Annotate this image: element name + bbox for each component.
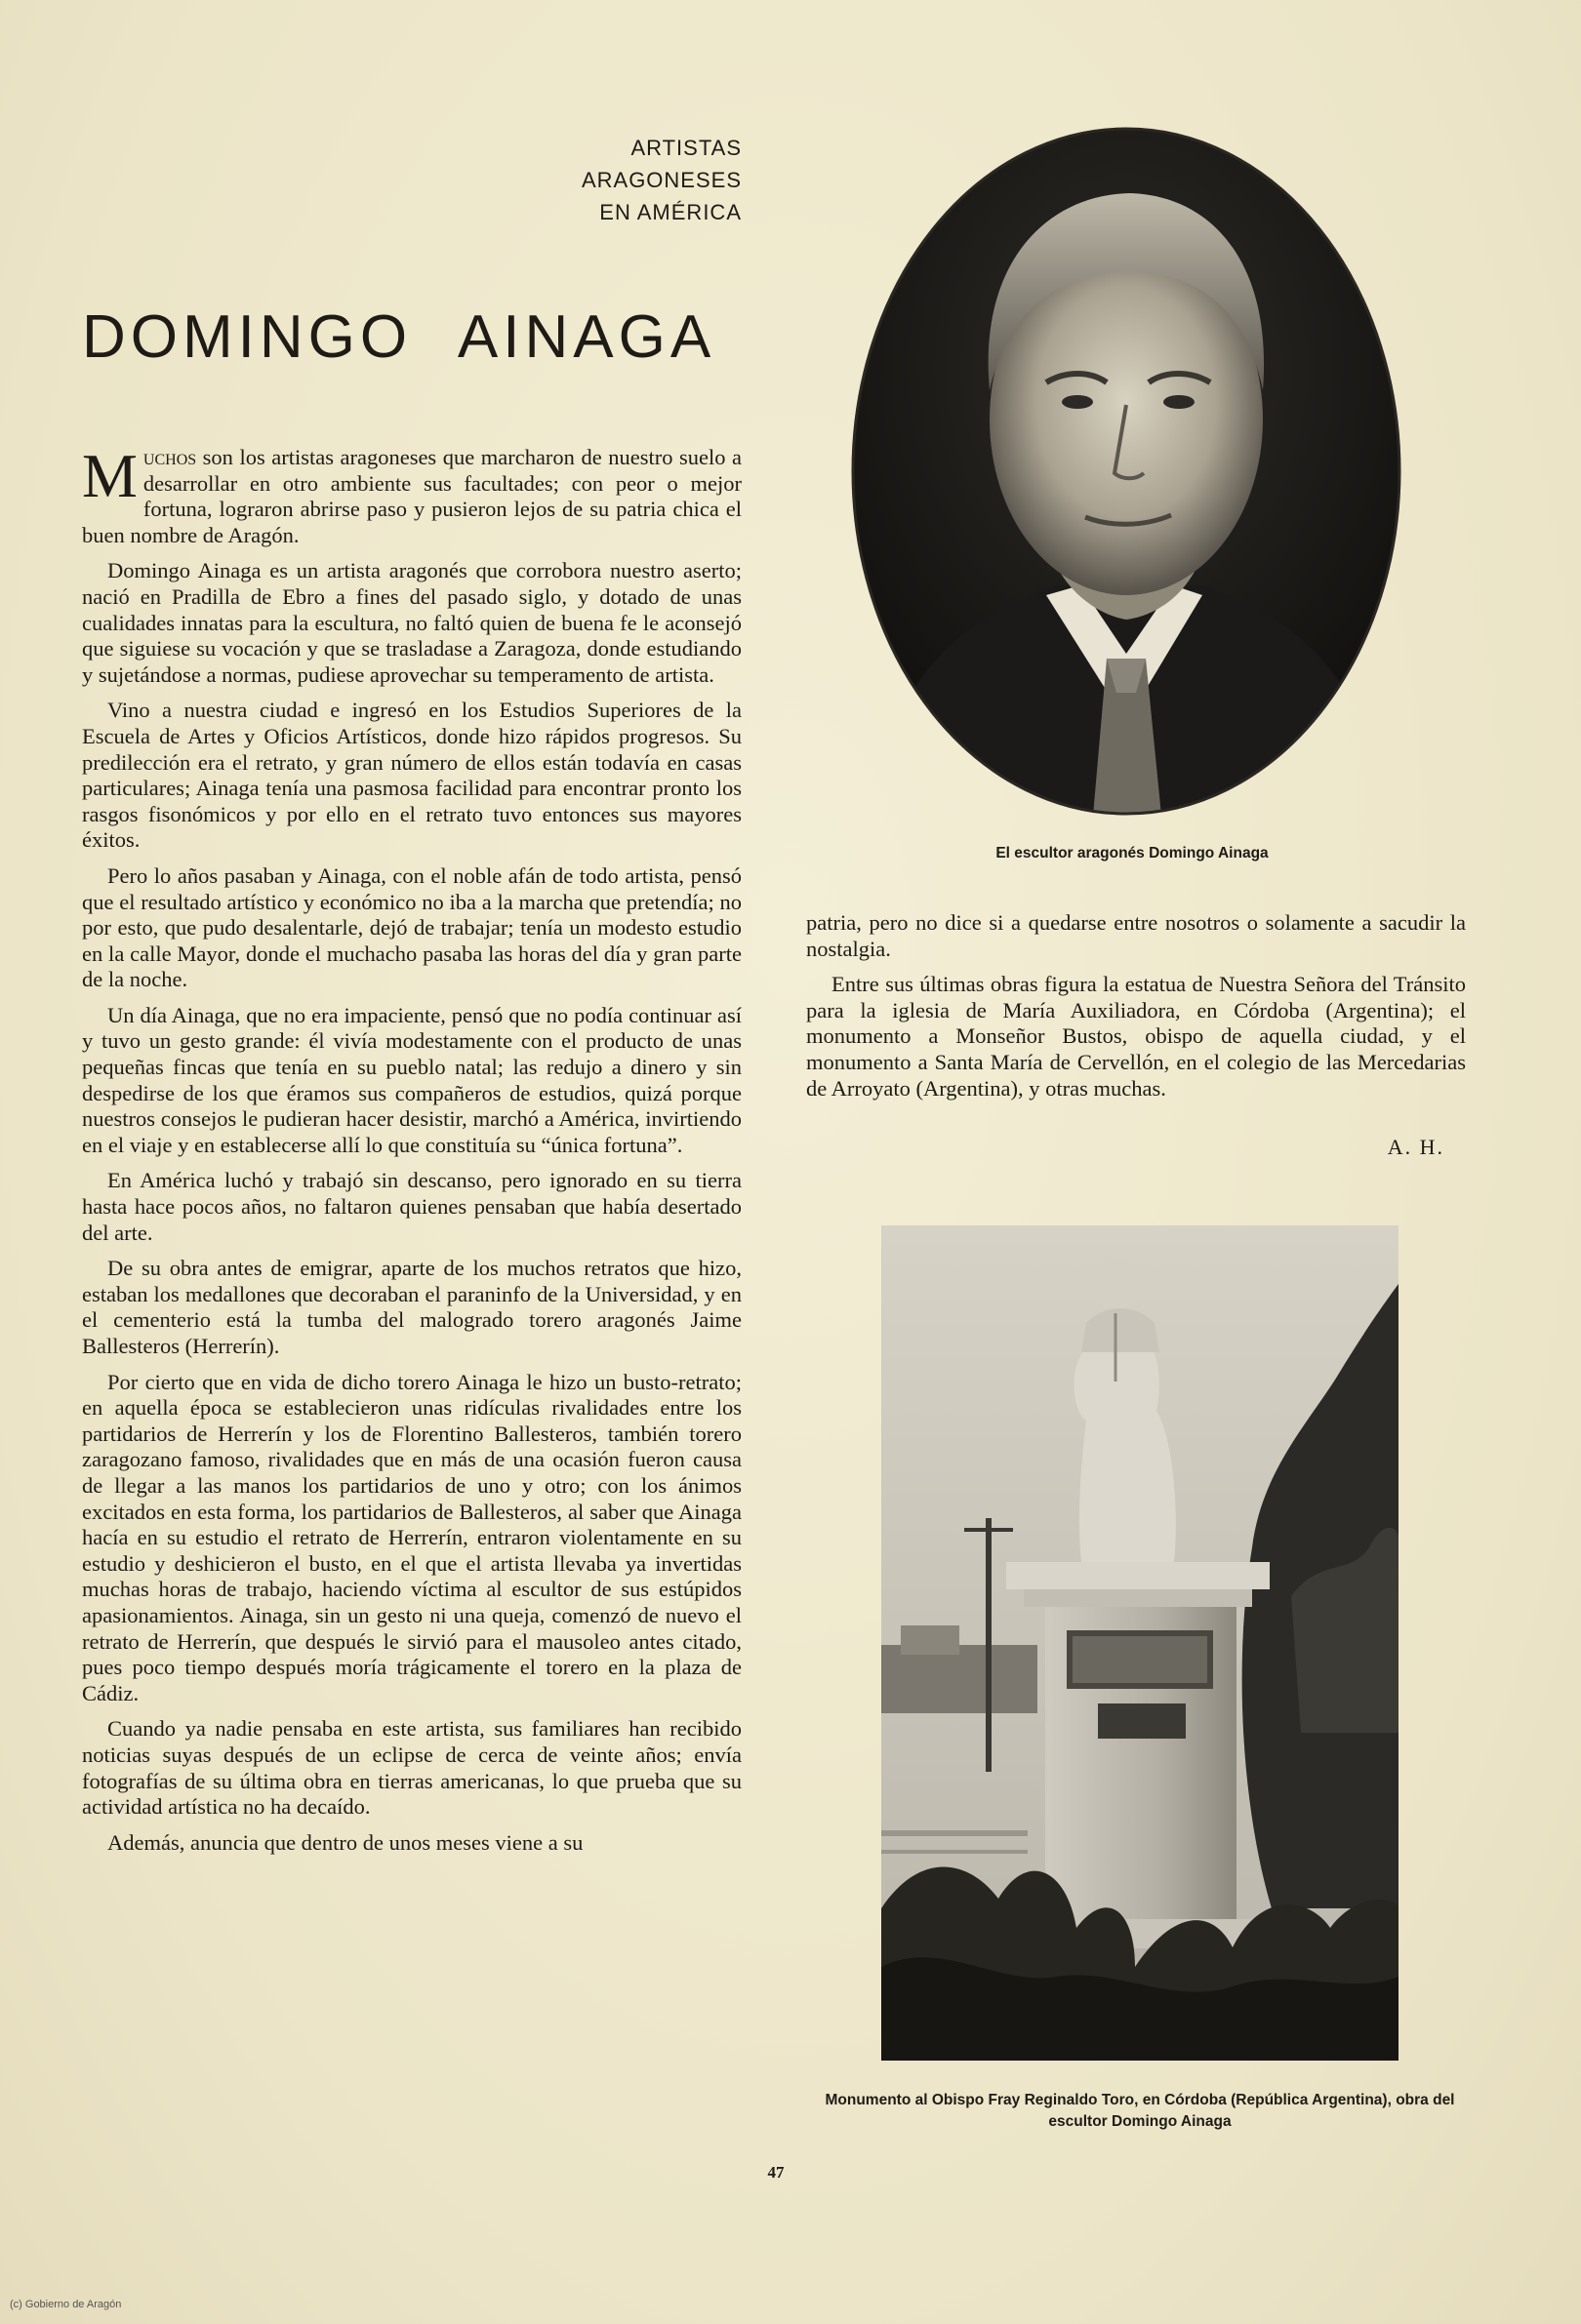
monument-caption: Monumento al Obispo Fray Reginaldo Toro, en Córdoba (República Argentina), obra del escultor Domingo Ainaga (825, 2092, 1455, 2130)
paragraph-text: son los artistas aragoneses que marcharon de nuestro suelo a desarrollar en otro ambiente sus facultades; con peor o mejor fortuna, lograron abrirse paso y pusieron lejos de su patria chica el buen nombre de Aragón. (82, 445, 742, 547)
paragraph: Domingo Ainaga es un artista aragonés que corrobora nuestro aserto; nació en Pradilla de Ebro a fines del pasado siglo, y dotado de unas cualidades innatas para la escultura, no faltó quien de buena fe le aconsejó que siguiese su vocación y que se trasladase a Zaragoza, donde estudiando y sujetándose a normas, pudiese aprovechar su temperamento de artista. (82, 558, 742, 687)
monument-photo (881, 1225, 1399, 2061)
page-number: 47 (767, 2163, 785, 2182)
portrait-photo (851, 127, 1401, 816)
lead-word: uchos (142, 445, 197, 469)
paragraph: Pero lo años pasaban y Ainaga, con el noble afán de todo artista, pensó que el resultado artístico y económico no iba a la marcha que pretendía; no por esto, que pudo desalentarle, dejó de trabajar; tenía un modesto estudio en la calle Mayor, donde el muchacho pasaba las horas del día y gran parte de la noche. (82, 862, 742, 992)
kicker-line: EN AMÉRICA (599, 200, 742, 224)
paragraph: Vino a nuestra ciudad e ingresó en los Estudios Superiores de la Escuela de Artes y Oficios Artísticos, donde hizo rápidos progresos. Su predilección era el retrato, y gran número de ellos están todavía en casas particulares; Ainaga tenía una pasmosa facilidad para encontrar pronto los rasgos fisonómicos y por ello en el retrato tuvo entonces sus mayores éxitos. (82, 698, 742, 853)
paragraph: Por cierto que en vida de dicho torero Ainaga le hizo un busto-retrato; en aquella época se establecieron unas ridículas rivalidades entre los partidarios de Herrerín y los de Florentino Ballesteros, también torero zaragozano famoso, rivalidades que en más de una ocasión fueron causa de llegar a las manos los partidarios de uno y otro; con los ánimos excitados en esta forma, los partidarios de Ballesteros, al saber que Ainaga hacía en su estudio el retrato de Herrerín, entraron violentamente en su estudio y deshicieron el busto, en el que el artista llevaba ya invertidas muchas horas de trabajo, haciendo víctima al escultor de sus estúpidos apasionamientos. Ainaga, sin un gesto ni una queja, comenzó de nuevo el retrato de Herrerín, que después le sirvió para el mausoleo antes citado, pues poco tiempo después moría trágicamente el torero en la plaza de Cádiz. (82, 1369, 742, 1705)
portrait-caption: El escultor aragonés Domingo Ainaga (995, 845, 1269, 861)
article-title: DOMINGO AINAGA (82, 303, 716, 371)
paragraph: patria, pero no dice si a quedarse entre nosotros o solamente a sacudir la nostalgia. (806, 910, 1466, 961)
paragraph: Un día Ainaga, que no era impaciente, pensó que no podía continuar así y tuvo un gesto grande: él vivía modestamente con el producto de unas pequeñas fincas que tenía en su pueblo natal; las redujo a dinero y sin despedirse de los que éramos sus compañeros de estudios, quizá porque nuestros consejos le pudieran hacer desistir, marchó a América, invirtiendo en el viaje y en establecerse allí lo que constituía su “única fortuna”. (82, 1002, 742, 1157)
kicker-line: ARTISTAS (630, 136, 742, 160)
paragraph: Cuando ya nadie pensaba en este artista, sus familiares han recibido noticias suyas después de un eclipse de cerca de veinte años; envía fotografías de su última obra en tierras americanas, lo que prueba que su actividad artística no ha decaído. (82, 1716, 742, 1820)
paragraph: En América luchó y trabajó sin descanso, pero ignorado en su tierra hasta hace pocos años, no faltaron quienes pensaban que había desertado del arte. (82, 1168, 742, 1245)
author-initials: A. H. (1387, 1135, 1444, 1159)
copyright-notice: (c) Gobierno de Aragón (10, 2299, 122, 2310)
article-column-left (82, 441, 742, 1865)
paragraph: Además, anuncia que dentro de unos meses viene a su (107, 1829, 584, 1855)
article-column-right (806, 910, 1466, 1111)
paragraph: De su obra antes de emigrar, aparte de los muchos retratos que hizo, estaban los medallones que decoraban el paraninfo de la Universidad, y en el cementerio está la tumba del malogrado torero aragonés Jaime Ballesteros (Herrerín). (82, 1256, 742, 1358)
paragraph (82, 441, 742, 548)
kicker-line: ARAGONESES (581, 168, 742, 192)
paragraph: Entre sus últimas obras figura la estatua de Nuestra Señora del Tránsito para la iglesia de María Auxiliadora, en Córdoba (Argentina); el monumento a Monseñor Bustos, obispo de aquella ciudad, y el monumento a Santa María de Cervellón, en el colegio de las Mercedarias de Arroyato (Argentina), y otras muchas. (806, 972, 1466, 1101)
drop-cap: M (82, 441, 138, 510)
section-kicker (547, 132, 742, 228)
